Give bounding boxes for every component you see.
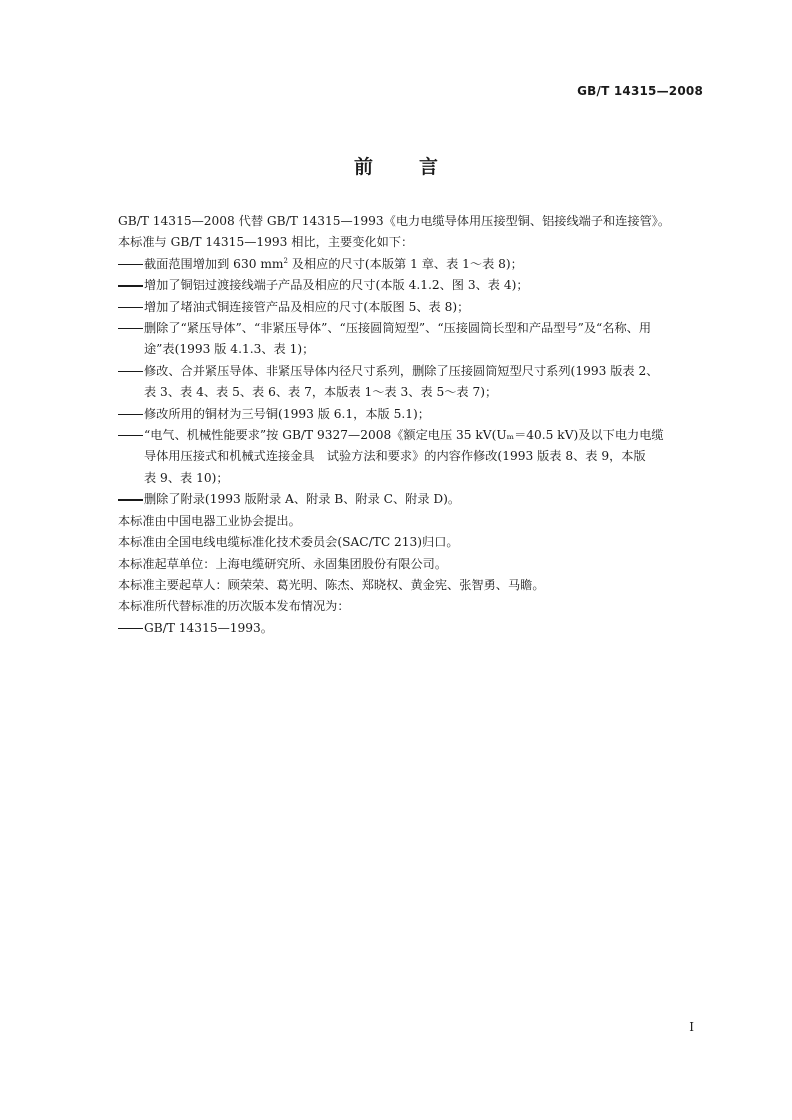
dash-marker bbox=[118, 318, 144, 361]
intro-paragraph: GB/T 14315—2008 代替 GB/T 14315—1993《电力电缆导体用压接型铜、铝接线端子和连接管》。 bbox=[118, 214, 671, 228]
change-text: “电气、机械性能要求”按 GB/T 9327—2008《额定电压 35 kV(Uₘ＝40.5 kV)及以下电力电缆 bbox=[144, 428, 664, 443]
dash-marker bbox=[118, 275, 144, 296]
dash-marker bbox=[118, 489, 144, 510]
change-text: 删除了“紧压导体”、“非紧压导体”、“压接圆筒短型”、“压接圆筒长型和产品型号”及“名称、用 bbox=[144, 321, 652, 336]
change-text: 修改所用的铜材为三号铜(1993 版 6.1，本版 5.1)； bbox=[144, 406, 430, 421]
closing-paragraph: 本标准主要起草人：顾荣荣、葛光明、陈杰、郑晓权、黄金宪、张智勇、马瞻。 bbox=[118, 577, 545, 592]
change-item bbox=[118, 489, 708, 510]
change-item bbox=[118, 318, 708, 361]
change-text: 及相应的尺寸(本版第 1 章、表 1～表 8)； bbox=[291, 256, 523, 271]
change-text: 途”表(1993 版 4.1.3、表 1)； bbox=[144, 342, 315, 357]
change-item bbox=[118, 254, 708, 275]
page-title: 前言 bbox=[353, 156, 484, 178]
change-text: 导体用压接式和机械式连接金具 试验方法和要求》的内容作修改(1993 版表 8、表 9，本版 bbox=[144, 449, 646, 464]
closing-paragraph: 本标准由中国电器工业协会提出。 bbox=[118, 513, 301, 528]
dash-marker bbox=[118, 618, 144, 639]
change-text: 表 9、表 10)； bbox=[144, 470, 229, 485]
change-item bbox=[118, 297, 708, 318]
change-text: 增加了铜铝过渡接线端子产品及相应的尺寸(本版 4.1.2、图 3、表 4)； bbox=[144, 278, 529, 293]
change-text: 修改、合并紧压导体、非紧压导体内径尺寸系列，删除了压接圆筒短型尺寸系列(1993 版表 2、 bbox=[144, 363, 659, 378]
dash-marker bbox=[118, 404, 144, 425]
foreword-body bbox=[118, 211, 708, 639]
intro-paragraph: 本标准与 GB/T 14315—1993 相比，主要变化如下： bbox=[118, 235, 414, 250]
history-item bbox=[118, 618, 708, 639]
change-item bbox=[118, 275, 708, 296]
change-text: 增加了堵油式铜连接管产品及相应的尺寸(本版图 5、表 8)； bbox=[144, 299, 470, 314]
dash-marker bbox=[118, 361, 144, 404]
change-item bbox=[118, 425, 708, 489]
standard-number: GB/T 14315—2008 bbox=[577, 84, 703, 98]
change-text: 删除了附录(1993 版附录 A、附录 B、附录 C、附录 D)。 bbox=[144, 492, 461, 507]
change-text: 截面范围增加到 630 mm bbox=[144, 256, 284, 271]
history-text: GB/T 14315—1993。 bbox=[144, 620, 273, 635]
closing-paragraph: 本标准由全国电线电缆标准化技术委员会(SAC/TC 213)归口。 bbox=[118, 535, 459, 550]
closing-paragraph: 本标准所代替标准的历次版本发布情况为： bbox=[118, 599, 350, 614]
page-number: I bbox=[689, 1020, 694, 1034]
dash-marker bbox=[118, 297, 144, 318]
change-item bbox=[118, 404, 708, 425]
change-text: 表 3、表 4、表 5、表 6、表 7，本版表 1～表 3、表 5～表 7)； bbox=[144, 385, 498, 400]
dash-marker bbox=[118, 254, 144, 275]
dash-marker bbox=[118, 425, 144, 489]
superscript: 2 bbox=[283, 256, 288, 265]
change-item bbox=[118, 361, 708, 404]
closing-paragraph: 本标准起草单位：上海电缆研究所、永固集团股份有限公司。 bbox=[118, 556, 448, 571]
